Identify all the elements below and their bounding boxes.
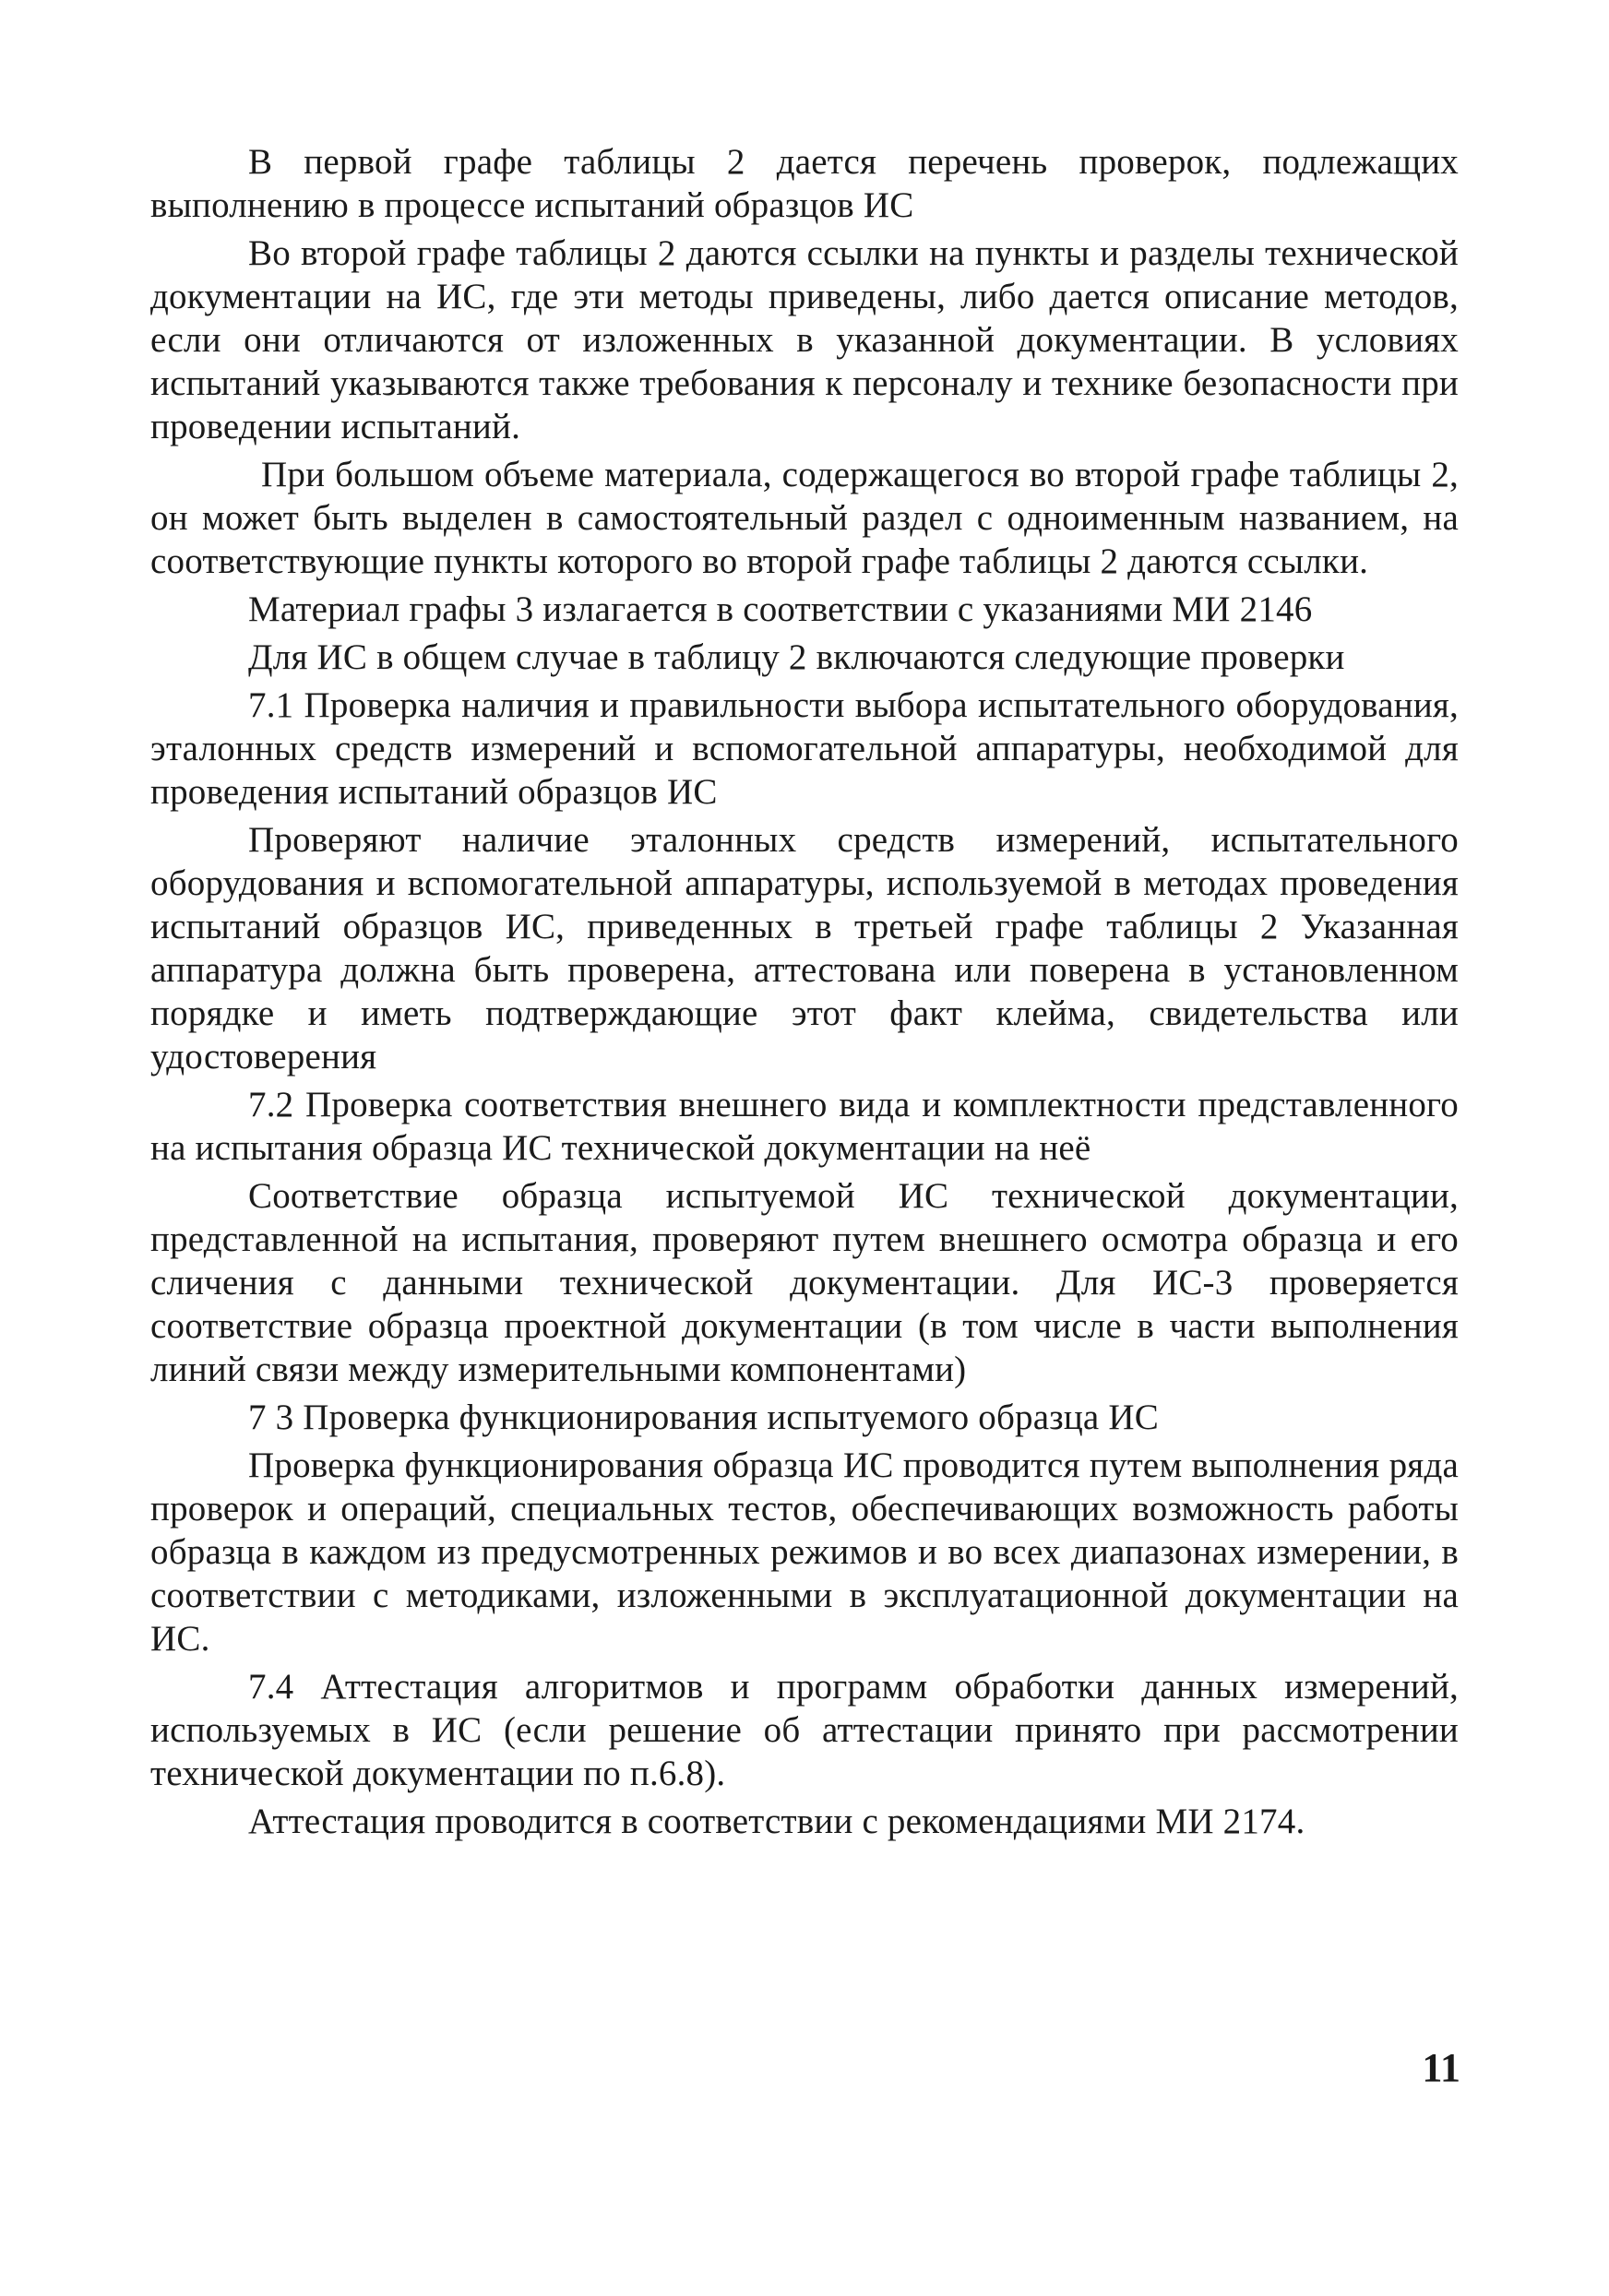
document-page [150, 140, 1459, 1848]
paragraph-table-column-1: В первой графе таблицы 2 дается перечень проверок, подлежащих выполнению в процессе испытаний образцов ИС [150, 142, 1459, 225]
section-7-4-heading: 7.4 Аттестация алгоритмов и программ обработки данных измерений, используемых в ИС (если решение об аттестации принято при рассмотрении технической документации по п.6.8). [150, 1667, 1459, 1793]
paragraph-table-column-2: Во второй графе таблицы 2 даются ссылки на пункты и разделы технической документации на ИС, где эти методы приведены, либо дается описание методов, если они отличаются от изложенных в указанной документации. В условиях испытаний указываются также требования к персоналу и технике безопасности при проведении испытаний. [150, 233, 1459, 446]
section-7-2-body: Соответствие образца испытуемой ИС технической документации, представленной на испытания, проверяют путем внешнего осмотра образца и его сличения с данными технической документации. Для ИС-3 проверяется соответствие образца проектной документации (в том числе в части выполнения линий связи между измерительными компонентами) [150, 1176, 1459, 1389]
page-number: 11 [1422, 2045, 1460, 2090]
section-7-4-body: Аттестация проводится в соответствии с рекомендациями МИ 2174. [248, 1802, 1305, 1841]
section-7-3-heading: 7 3 Проверка функционирования испытуемого образца ИС [248, 1398, 1159, 1437]
paragraph-large-material: При большом объеме материала, содержащегося во второй графе таблицы 2, он может быть выделен в самостоятельный раздел с одноименным названием, на соответствующие пункты которого во второй графе таблицы 2 даются ссылки. [150, 455, 1459, 581]
paragraph-column-3: Материал графы 3 излагается в соответствии с указаниями МИ 2146 [248, 589, 1313, 629]
section-7-1-heading: 7.1 Проверка наличия и правильности выбора испытательного оборудования, эталонных средств измерений и вспомогательной аппаратуры, необходимой для проведения испытаний образцов ИС [150, 685, 1459, 812]
section-7-2-heading: 7.2 Проверка соответствия внешнего вида и комплектности представленного на испытания образца ИС технической документации на неё [150, 1085, 1459, 1168]
section-7-1-body: Проверяют наличие эталонных средств измерений, испытательного оборудования и вспомогательной аппаратуры, используемой в методах проведения испытаний образцов ИС, приведенных в третьей графе таблицы 2 Указанная аппаратура должна быть проверена, аттестована или поверена в установленном порядке и иметь подтверждающие этот факт клейма, свидетельства или удостоверения [150, 820, 1459, 1077]
section-7-3-body: Проверка функционирования образца ИС проводится путем выполнения ряда проверок и операций, специальных тестов, обеспечивающих возможность работы образца в каждом из предусмотренных режимов и во всех диапазонах измерении, в соответствии с методиками, изложенными в эксплуатационной документации на ИС. [150, 1445, 1459, 1659]
paragraph-checks-intro: Для ИС в общем случае в таблицу 2 включаются следующие проверки [248, 637, 1345, 677]
